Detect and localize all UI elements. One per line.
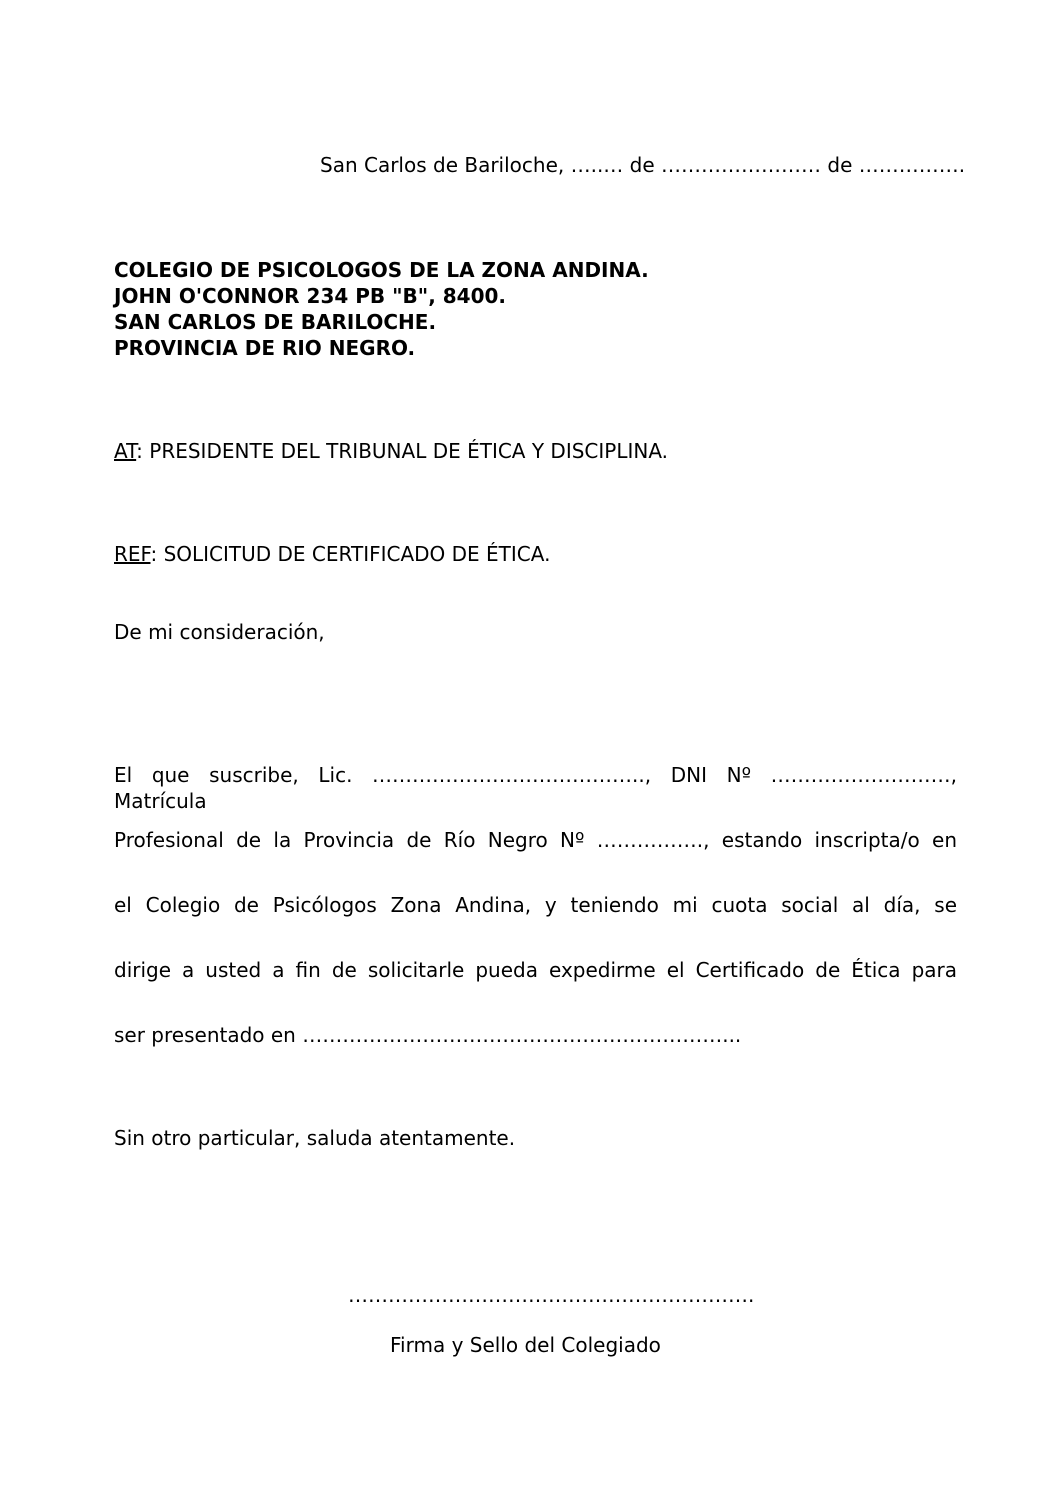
attention-label: AT [114,439,137,463]
attention-line [114,438,668,464]
recipient-line-4: PROVINCIA DE RIO NEGRO. [114,336,416,360]
body-line-3: el Colegio de Psicólogos Zona Andina, y teniendo mi cuota social al día, se [114,893,957,917]
attention-text: : PRESIDENTE DEL TRIBUNAL DE ÉTICA Y DISCIPLINA. [136,439,669,463]
date-line [320,152,965,178]
reference-text: : SOLICITUD DE CERTIFICADO DE ÉTICA. [150,542,551,566]
date-line-text: San Carlos de Bariloche, …..… de …………………… de …………… [320,153,959,177]
signature-label: Firma y Sello del Colegiado [390,1333,661,1357]
body-line-2: Profesional de la Provincia de Río Negro Nº ……………., estando inscripta/o en [114,828,957,852]
greeting: De mi consideración, [114,620,325,644]
body-line-5: ser presentado en ………………………………………………………... [114,1023,742,1047]
recipient-line-1: COLEGIO DE PSICOLOGOS DE LA ZONA ANDINA. [114,258,649,282]
closing-line: Sin otro particular, saluda atentamente. [114,1126,516,1150]
recipient-line-2: JOHN O'CONNOR 234 PB "B", 8400. [114,284,507,308]
recipient-line-3: SAN CARLOS DE BARILOCHE. [114,310,437,334]
reference-label: REF [114,542,151,566]
date-line-end: . [958,153,966,177]
reference-line [114,541,550,567]
body-line-1: El que suscribe, Lic. ………………………………….., DNI Nº ………………………, Matrícula [114,763,957,813]
signature-line: ……………………………………………………. [348,1283,755,1307]
body-line-4: dirige a usted a fin de solicitarle pueda expedirme el Certificado de Ética para [114,958,957,982]
